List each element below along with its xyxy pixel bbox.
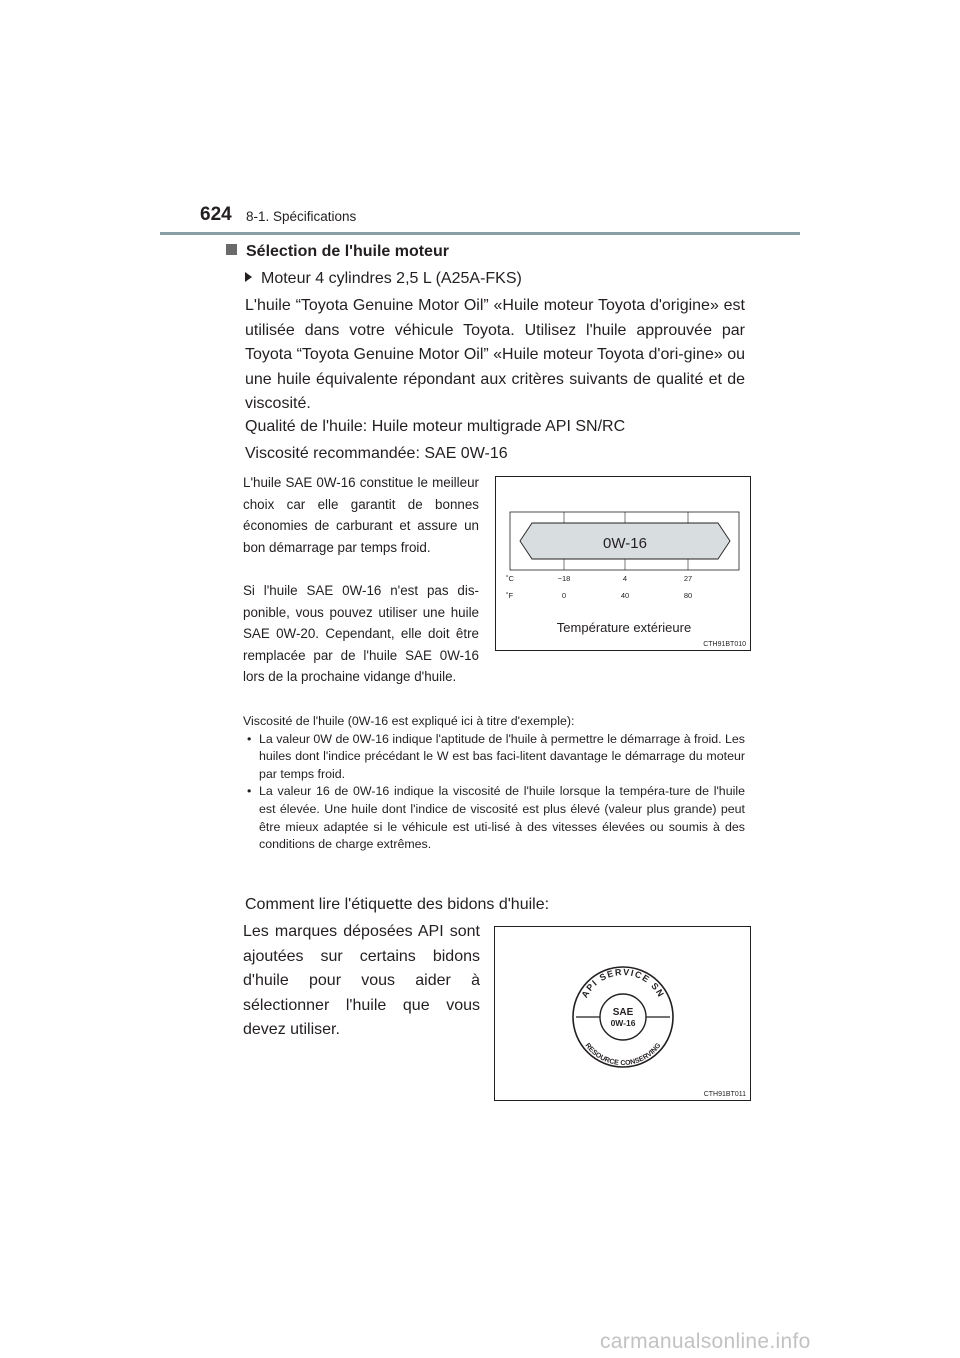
figure-caption: Température extérieure bbox=[556, 620, 692, 635]
api-bottom-arc-text: RESOURCE CONSERVING bbox=[583, 1042, 663, 1068]
list-item: • La valeur 0W de 0W-16 indique l'aptitude de l'huile à permettre le démarrage à froid. Les huiles dont l'indice précédant le W est bas faci-litent davantage le démarrage du moteur par temps froid. bbox=[243, 731, 745, 784]
fahrenheit-unit: ˚F bbox=[506, 591, 514, 600]
engine-label: Moteur 4 cylindres 2,5 L (A25A-FKS) bbox=[261, 270, 522, 287]
viscosity-recommended: Viscosité recommandée: SAE 0W-16 bbox=[245, 445, 508, 462]
fahrenheit-tick: 0 bbox=[561, 591, 567, 600]
viscosity-bullet-list bbox=[243, 731, 745, 854]
label-paragraph: Les marques déposées API sont ajoutées sur certains bidons d'huile pour vous aider à sélectionner l'huile que vous devez utiliser. bbox=[243, 923, 480, 1038]
api-center-line-1: SAE bbox=[612, 1007, 634, 1018]
figure-code: CTH91BT011 bbox=[703, 1091, 746, 1098]
side-note-2: Si l'huile SAE 0W-16 n'est pas dis-ponible, vous pouvez utiliser une huile SAE 0W-20. Cependant, elle doit être remplacée par de l'huile SAE 0W-16 lors de la prochaine vidange d'huile. bbox=[243, 583, 479, 684]
watermark: carmanualsonline.info bbox=[600, 1330, 811, 1353]
figure-code: CTH91BT010 bbox=[703, 641, 746, 648]
viscosity-explanation-title: Viscosité de l'huile (0W-16 est expliqué ici à titre d'exemple): bbox=[243, 714, 575, 728]
fahrenheit-tick: 40 bbox=[620, 591, 630, 600]
header-rule bbox=[160, 232, 800, 235]
square-bullet-icon bbox=[226, 244, 237, 255]
viscosity-figure bbox=[495, 476, 751, 651]
page-number: 624 bbox=[200, 204, 232, 225]
api-symbol bbox=[495, 927, 750, 1100]
celsius-unit: ˚C bbox=[506, 574, 514, 583]
viscosity-explanation bbox=[243, 713, 745, 854]
intro-paragraph: L'huile “Toyota Genuine Motor Oil” «Huile moteur Toyota d'origine» est utilisée dans votre véhicule Toyota. Utilisez l'huile approuvée par Toyota “Toyota Genuine Motor Oil” «Huile moteur Toyota d'ori-gine» ou une huile équivalente répondant aux critères suivants de qualité et de viscosité. bbox=[245, 297, 745, 412]
oil-quality: Qualité de l'huile: Huile moteur multigrade API SN/RC bbox=[245, 418, 626, 435]
api-label-figure bbox=[494, 926, 751, 1101]
section-title: 8-1. Spécifications bbox=[246, 209, 357, 224]
engine-subheading bbox=[245, 270, 522, 288]
label-heading: Comment lire l'étiquette des bidons d'huile: bbox=[245, 896, 550, 913]
api-center-line-2: 0W-16 bbox=[610, 1018, 636, 1028]
heading-text: Sélection de l'huile moteur bbox=[246, 243, 449, 260]
api-top-arc-text: API SERVICE SN bbox=[579, 966, 667, 1000]
triangle-bullet-icon bbox=[245, 272, 252, 282]
celsius-tick: 4 bbox=[622, 574, 628, 583]
side-note-1: L'huile SAE 0W-16 constitue le meilleur choix car elle garantit de bonnes économies de carburant et assure un bon démarrage par temps froid. bbox=[243, 475, 479, 555]
celsius-tick: −18 bbox=[557, 574, 571, 583]
grade-label: 0W-16 bbox=[603, 535, 647, 552]
list-item: • La valeur 16 de 0W-16 indique la viscosité de l'huile lorsque la tempéra-ture de l'huile est élevée. Une huile dont l'indice de viscosité est plus élevé (valeur plus grande) peut être mieux adaptée si le véhicule est uti-lisé à des vitesses élevées ou soumis à des conditions de charge extrêmes. bbox=[243, 783, 745, 853]
fahrenheit-tick: 80 bbox=[683, 591, 693, 600]
page-heading bbox=[226, 243, 449, 261]
celsius-tick: 27 bbox=[683, 574, 693, 583]
viscosity-chart bbox=[496, 477, 750, 650]
